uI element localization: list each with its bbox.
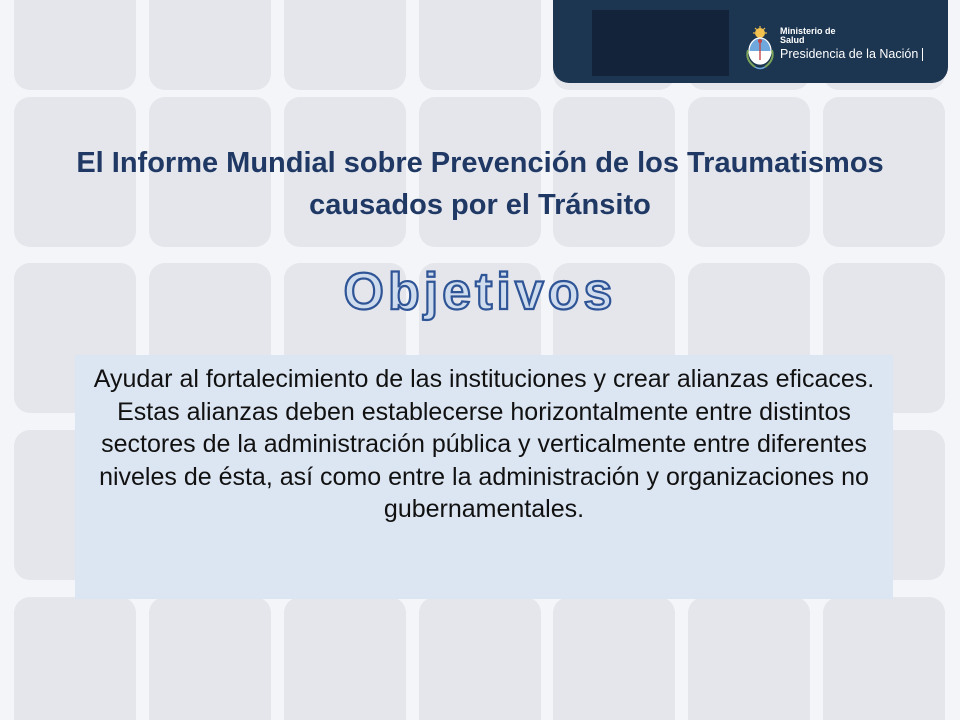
background-tile <box>419 597 541 720</box>
presidency-line: Presidencia de la Nación <box>780 48 923 61</box>
background-tile <box>419 0 541 90</box>
background-tile <box>688 597 810 720</box>
background-tile <box>149 597 271 720</box>
header-dark-block <box>592 10 729 76</box>
section-heading: Objetivos <box>343 263 617 321</box>
slide-title: El Informe Mundial sobre Prevención de los Traumatismos causados por el Tránsito <box>76 147 884 222</box>
background-tile <box>553 597 675 720</box>
ministry-logo-text <box>780 27 923 61</box>
body-paragraph: Ayudar al fortalecimiento de las instituciones y crear alianzas eficaces. Estas alianzas deben establecerse horizontalmente entre distintos sectores de la administración pública y verticalmente entre diferentes niveles de ésta, así como entre la administración y organizaciones no gubernamentales. <box>93 365 875 523</box>
background-tile <box>14 597 136 720</box>
background-tile <box>14 0 136 90</box>
ministry-line-2: Salud <box>780 35 805 46</box>
coat-of-arms-icon <box>743 26 777 70</box>
background-tile <box>284 0 406 90</box>
ministry-line-1: Ministerio de <box>780 26 836 36</box>
background-tile <box>284 597 406 720</box>
body-text-box <box>75 355 893 599</box>
background-tile <box>823 597 945 720</box>
background-tile <box>149 0 271 90</box>
